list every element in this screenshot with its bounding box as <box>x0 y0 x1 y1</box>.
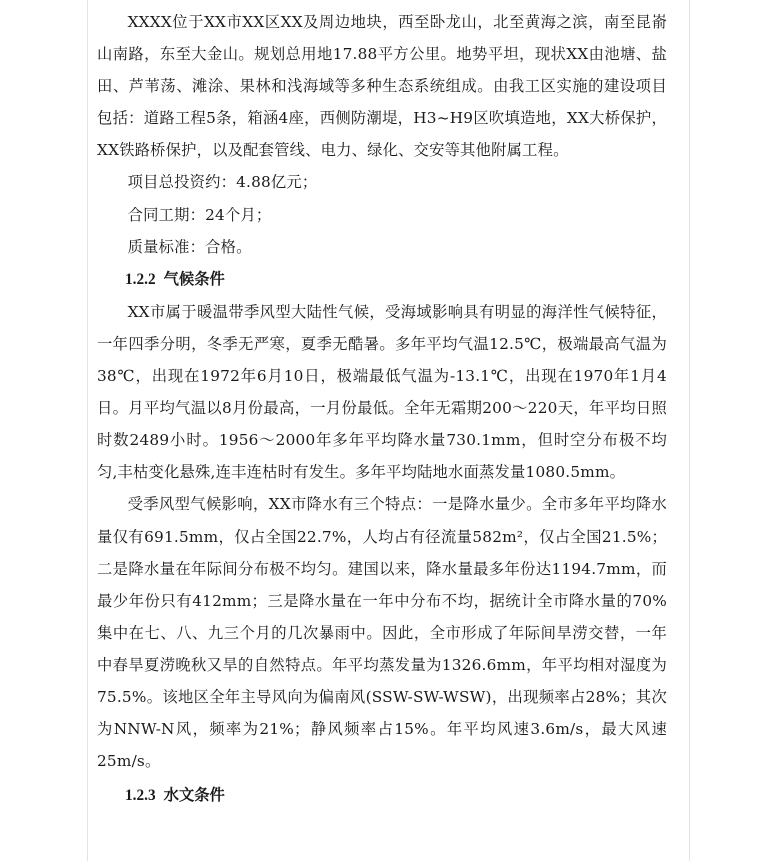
page-right-margin-line <box>689 0 690 861</box>
duration-line: 合同工期：24个月； <box>127 205 272 224</box>
hydro-heading-title: 水文条件 <box>163 786 225 805</box>
investment-line: 项目总投资约：4.88亿元； <box>127 173 318 192</box>
climate-heading <box>97 263 667 296</box>
hydro-heading <box>97 779 667 812</box>
climate-paragraph-2: 受季风型气候影响，XX市降水有三个特点：一是降水量少。全市多年平均降水量仅有691.5mm，仅占全国22.7%，人均占有径流量582m²，仅占全国21.5%；二是降水量在年际间分布极不均匀。建国以来，降水量最多年份达1194.7mm，而最少年份只有412mm；三是降水量在一年中分布不均，据统计全市降水量的70%集中在七、八、九三个月的几次暴雨中。因此，全市形成了年际间旱涝交替，一年中春旱夏涝晚秋又旱的自然特点。年平均蒸发量为1326.6mm，年平均相对湿度为75.5%。该地区全年主导风向为偏南风(SSW-SW-WSW)，出现频率占28%；其次为NNW-N风，频率为21%；静风频率占15%。年平均风速3.6m/s，最大风速25m/s。 <box>97 495 667 771</box>
hydro-heading-number: 1.2.3 <box>125 787 156 805</box>
climate-paragraph-1: XX市属于暖温带季风型大陆性气候，受海域影响具有明显的海洋性气候特征，一年四季分明，冬季无严寒，夏季无酷暑。多年平均气温12.5℃，极端最高气温为38℃，出现在1972年6月10日，极端最低气温为-13.1℃，出现在1970年1月4日。月平均气温以8月份最高，一月份最低。全年无霜期200～220天，年平均日照时数2489小时。1956～2000年多年平均降水量730.1mm，但时空分布极不均匀,丰枯变化悬殊,连丰连枯时有发生。多年平均陆地水面蒸发量1080.5mm。 <box>97 302 667 482</box>
quality-line: 质量标准：合格。 <box>127 237 252 256</box>
project-intro-paragraph: XXXX位于XX市XX区XX及周边地块，西至卧龙山，北至黄海之滨，南至昆嵛山南路，东至大金山。规划总用地17.88平方公里。地势平坦，现状XX由池塘、盐田、芦苇荡、滩涂、果林和浅海域等多种生态系统组成。由我工区实施的建设项目包括：道路工程5条，箱涵4座，西侧防潮堤，H3~H9区吹填造地，XX大桥保护，XX铁路桥保护，以及配套管线、电力、绿化、交安等其他附属工程。 <box>97 13 667 160</box>
document-body <box>97 6 667 812</box>
page-left-margin-line <box>87 0 88 861</box>
climate-heading-number: 1.2.2 <box>125 270 156 288</box>
climate-heading-title: 气候条件 <box>163 269 225 288</box>
